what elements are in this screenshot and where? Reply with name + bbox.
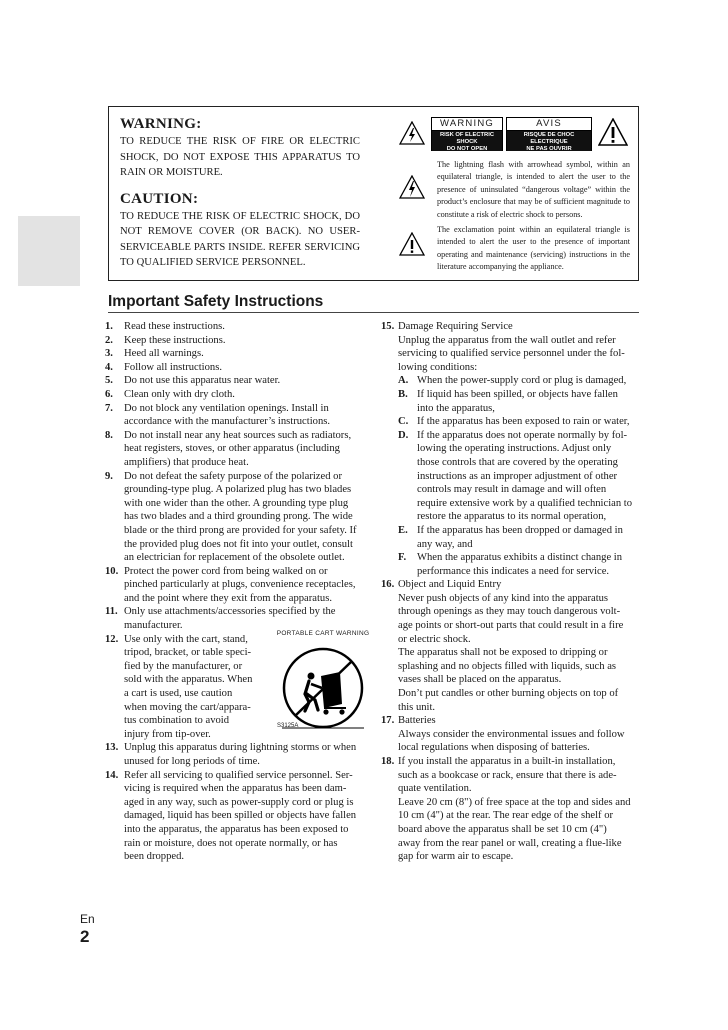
right-instruction-item: [381, 578, 639, 714]
instruction-line: Use only with the cart, stand,: [124, 633, 248, 645]
instruction-number: 14.: [105, 769, 119, 781]
instruction-subitem: [398, 415, 639, 429]
instruction-line: through openings as they may touch dangerous volt-: [398, 606, 621, 618]
instruction-line: Clean only with dry cloth.: [124, 388, 235, 400]
instruction-line: Protect the power cord from being walked on or: [124, 565, 328, 577]
instruction-line: Leave 20 cm (8") of free space at the top and sides and: [398, 796, 631, 808]
left-instruction-item: [105, 388, 368, 402]
instruction-number: 13.: [105, 742, 119, 754]
instruction-line: splashing and no objects filled with liquids, such as: [398, 660, 617, 672]
instruction-number: 4.: [105, 361, 113, 373]
instruction-number: 1.: [105, 321, 113, 332]
instruction-line: and the point where they exit from the apparatus.: [124, 592, 332, 604]
instruction-number: 18.: [381, 756, 395, 767]
lightning-explanation: [395, 159, 630, 221]
avis-label-title: AVIS: [507, 118, 591, 131]
caution-heading: CAUTION:: [120, 190, 199, 207]
subitem-line: If liquid has been spilled, or objects have fallen: [417, 388, 618, 400]
cart-figure-code: S3125A: [277, 723, 299, 729]
left-instruction-item: [105, 347, 368, 361]
left-instruction-item: [105, 429, 368, 470]
instruction-subitem: [398, 524, 639, 551]
instruction-line: Unplug this apparatus during lightning storms or when: [124, 742, 357, 754]
subitem-line: into the apparatus,: [417, 402, 495, 414]
instruction-line: Only use attachments/accessories specified by the: [124, 606, 336, 618]
hazard-label: [395, 113, 630, 157]
instruction-line: Unplug the apparatus from the wall outlet and refer: [398, 334, 616, 346]
instruction-line: Object and Liquid Entry: [398, 579, 502, 591]
instruction-number: 6.: [105, 388, 113, 400]
subitem-line: If the apparatus has been dropped or damaged in: [417, 524, 623, 536]
avis-label-sub1: RISQUE DE CHOC ELECTRIQUE: [523, 132, 575, 145]
instruction-line: Read these instructions.: [124, 321, 225, 332]
instruction-line: has two blades and a third grounding prong. The wide: [124, 511, 353, 523]
page-footer: [80, 912, 95, 947]
subitem-letter: D.: [398, 429, 409, 441]
left-instruction-item: [105, 374, 368, 388]
warning-label: [431, 117, 503, 151]
instruction-line: quate ventilation.: [398, 783, 472, 795]
subitem-letter: F.: [398, 552, 407, 564]
left-instruction-item: [105, 334, 368, 348]
caution-text: TO REDUCE THE RISK OF ELECTRIC SHOCK, DO NOT REMOVE COVER (OR BACK). NO USER-SERVICEABLE PARTS INSIDE. REFER SERVICING TO QUALIFIED SERVICE PERSONNEL.: [120, 210, 360, 268]
instruction-line: Do not block any ventilation openings. Install in: [124, 402, 329, 414]
subitem-line: instructions as an improper adjustment of other: [417, 470, 618, 482]
subitem-line: If the apparatus does not operate normally by fol-: [417, 429, 628, 441]
instruction-line: pinched particularly at plugs, convenience receptacles,: [124, 579, 356, 591]
left-instruction-item: [105, 741, 368, 768]
instruction-line: aged in any way, such as power-supply cord or plug is: [124, 796, 354, 808]
instruction-line: fied by the manufacturer, or: [124, 660, 243, 672]
instruction-line: an electrician for replacement of the obsolete outlet.: [124, 552, 345, 564]
instruction-line: manufacturer.: [124, 620, 183, 632]
instruction-line: The apparatus shall not be exposed to dripping or: [398, 647, 608, 659]
subitem-letter: B.: [398, 388, 408, 400]
instruction-number: 5.: [105, 375, 113, 387]
left-instruction-item: [105, 320, 368, 334]
subitem-line: When the apparatus exhibits a distinct change in: [417, 552, 623, 564]
left-instruction-item: [105, 470, 368, 565]
instruction-number: 9.: [105, 470, 113, 482]
subitem-line: any way, and: [417, 538, 473, 550]
exclamation-explanation: [395, 224, 630, 274]
subitem-line: When the power-supply cord or plug is damaged,: [417, 375, 627, 387]
instruction-number: 15.: [381, 321, 395, 332]
instruction-line: this unit.: [398, 701, 436, 713]
subitem-line: lowing the operating instructions. Adjust only: [417, 443, 612, 455]
subitem-line: require extensive work by a qualified technician to: [417, 497, 633, 509]
avis-label-sub2: NE PAS OUVRIR: [526, 146, 572, 152]
instruction-line: Do not install near any heat sources such as radiators,: [124, 429, 352, 441]
instructions-right-column: [381, 320, 639, 864]
instruction-line: local regulations when disposing of batteries.: [398, 742, 590, 754]
instruction-line: servicing to qualified service personnel under the fol-: [398, 348, 625, 360]
right-instruction-item: [381, 320, 639, 578]
instruction-line: Never push objects of any kind into the apparatus: [398, 592, 609, 604]
instruction-line: tripod, bracket, or table speci-: [124, 647, 252, 659]
instruction-line: Don’t put candles or other burning objects on top of: [398, 688, 619, 700]
instruction-line: board above the apparatus shall be set 10 cm (4"): [398, 823, 607, 835]
instruction-number: 2.: [105, 334, 113, 346]
cart-warning-figure: [275, 627, 371, 734]
avis-label: [506, 117, 592, 151]
instruction-line: tus combination to avoid: [124, 715, 230, 727]
instruction-line: vicing is required when the apparatus has been dam-: [124, 783, 347, 795]
instruction-line: away from the rear panel or wall, creating a flue-like: [398, 837, 622, 849]
subitem-line: performance this indicates a need for service.: [417, 565, 610, 577]
instruction-line: with one wider than the other. A grounding type plug: [124, 497, 349, 509]
lightning-triangle-icon: [399, 121, 425, 145]
subitem-line: controls may result in damage and will often: [417, 484, 607, 496]
instruction-line: Do not use this apparatus near water.: [124, 375, 281, 387]
instruction-number: 17.: [381, 715, 395, 727]
instruction-line: injury from tip-over.: [124, 728, 211, 740]
title-rule: [108, 312, 639, 313]
left-instruction-item: [105, 402, 368, 429]
instruction-number: 3.: [105, 348, 113, 360]
section-title: Important Safety Instructions: [108, 293, 324, 310]
subitem-letter: A.: [398, 375, 409, 387]
subitem-line: those controls that are covered by the operating: [417, 456, 618, 468]
instruction-line: heat registers, stoves, or other apparatus (including: [124, 443, 340, 455]
right-instruction-item: [381, 714, 639, 755]
exclamation-text: The exclamation point within an equilateral triangle is intended to alert the user to the presence of important operating and maintenance (servicing) instructions in the literature accompanying the appliance.: [437, 225, 630, 272]
instruction-line: lowing conditions:: [398, 361, 478, 373]
instruction-line: amplifiers) that produce heat.: [124, 456, 249, 468]
subitem-line: If the apparatus has been exposed to rain or water,: [417, 416, 630, 428]
instruction-line: If you install the apparatus in a built-in installation,: [398, 756, 616, 767]
instruction-line: gap for warm air to escape.: [398, 851, 514, 863]
instruction-line: or electric shock.: [398, 633, 471, 645]
instruction-line: blade or the third prong are provided for your safety. If: [124, 524, 357, 536]
instruction-line: the provided plug does not fit into your outlet, consult: [124, 538, 353, 550]
instruction-line: into the apparatus, the apparatus has been exposed to: [124, 823, 349, 835]
left-instruction-item: [105, 361, 368, 375]
exclamation-triangle-icon: [598, 118, 628, 146]
page-language: En: [80, 912, 95, 926]
instruction-number: 7.: [105, 402, 113, 414]
instructions-left-column: [105, 320, 368, 864]
instruction-line: vases shall be placed on the apparatus.: [398, 674, 562, 686]
warning-label-title: WARNING: [432, 118, 502, 131]
instruction-number: 12.: [105, 633, 119, 645]
exclamation-triangle-icon: [399, 232, 425, 256]
instruction-number: 11.: [105, 606, 118, 618]
lightning-text: The lightning flash with arrowhead symbol, within an equilateral triangle, is intended to alert the user to the presence of uninsulated “dangerous voltage” within the product’s enclosure that may be of sufficient magnitude to constitute a risk of electric shock to persons.: [437, 160, 630, 219]
instruction-line: Do not defeat the safety purpose of the polarized or: [124, 470, 342, 482]
instruction-line: Damage Requiring Service: [398, 321, 513, 332]
symbol-explanations: [395, 113, 630, 274]
instruction-subitem: [398, 551, 639, 578]
instruction-line: such as a bookcase or rack, ensure that there is ade-: [398, 769, 617, 781]
instruction-number: 16.: [381, 579, 395, 591]
instruction-line: when moving the cart/appara-: [124, 701, 251, 713]
instruction-subitem: [398, 429, 639, 524]
warning-box: [108, 106, 639, 281]
subitem-line: restore the apparatus to its normal operation,: [417, 511, 607, 523]
instruction-line: Batteries: [398, 715, 436, 727]
warning-heading: WARNING:: [120, 116, 202, 132]
instruction-line: Heed all warnings.: [124, 348, 204, 360]
lightning-triangle-icon: [399, 175, 425, 199]
side-tab-marker: [18, 216, 80, 286]
instruction-line: Refer all servicing to qualified service personnel. Ser-: [124, 769, 353, 781]
warning-label-sub2: DO NOT OPEN: [446, 146, 488, 152]
avis-label-sub: [507, 131, 591, 151]
instruction-line: grounding-type plug. A polarized plug has two blades: [124, 484, 352, 496]
page-number: 2: [80, 927, 90, 946]
instruction-line: a cart is used, use caution: [124, 688, 233, 700]
warning-label-sub: [432, 131, 502, 151]
instruction-line: 10 cm (4") at the rear. The rear edge of the shelf or: [398, 810, 614, 822]
instruction-line: Keep these instructions.: [124, 334, 226, 346]
subitem-letter: C.: [398, 416, 409, 428]
instruction-line: age points or short-out parts that could result in a fire: [398, 620, 624, 632]
instruction-line: accordance with the manufacturer’s instructions.: [124, 416, 331, 428]
instruction-subitem: [398, 388, 639, 415]
left-instruction-item: [105, 565, 368, 606]
instruction-number: 8.: [105, 429, 113, 441]
instruction-line: Follow all instructions.: [124, 361, 222, 373]
instruction-line: rain or moisture, does not operate normally, or has: [124, 837, 338, 849]
left-instruction-item: [105, 769, 368, 864]
right-instruction-item: [381, 755, 639, 864]
instruction-number: 10.: [105, 565, 119, 577]
warning-caution-text: [120, 115, 360, 271]
subitem-letter: E.: [398, 524, 408, 536]
instruction-line: unused for long periods of time.: [124, 756, 260, 767]
instruction-line: sold with the apparatus. When: [124, 674, 253, 686]
instruction-line: damaged, liquid has been spilled or objects have fallen: [124, 810, 357, 822]
cart-warning-label: PORTABLE CART WARNING: [276, 630, 370, 637]
warning-text: TO REDUCE THE RISK OF FIRE OR ELECTRIC SHOCK, DO NOT EXPOSE THIS APPARATUS TO RAIN OR MOISTURE.: [120, 136, 360, 178]
instruction-subitem: [398, 374, 639, 388]
instruction-line: Always consider the environmental issues and follow: [398, 728, 625, 740]
instruction-line: been dropped.: [124, 851, 185, 863]
warning-label-sub1: RISK OF ELECTRIC SHOCK: [439, 132, 495, 145]
